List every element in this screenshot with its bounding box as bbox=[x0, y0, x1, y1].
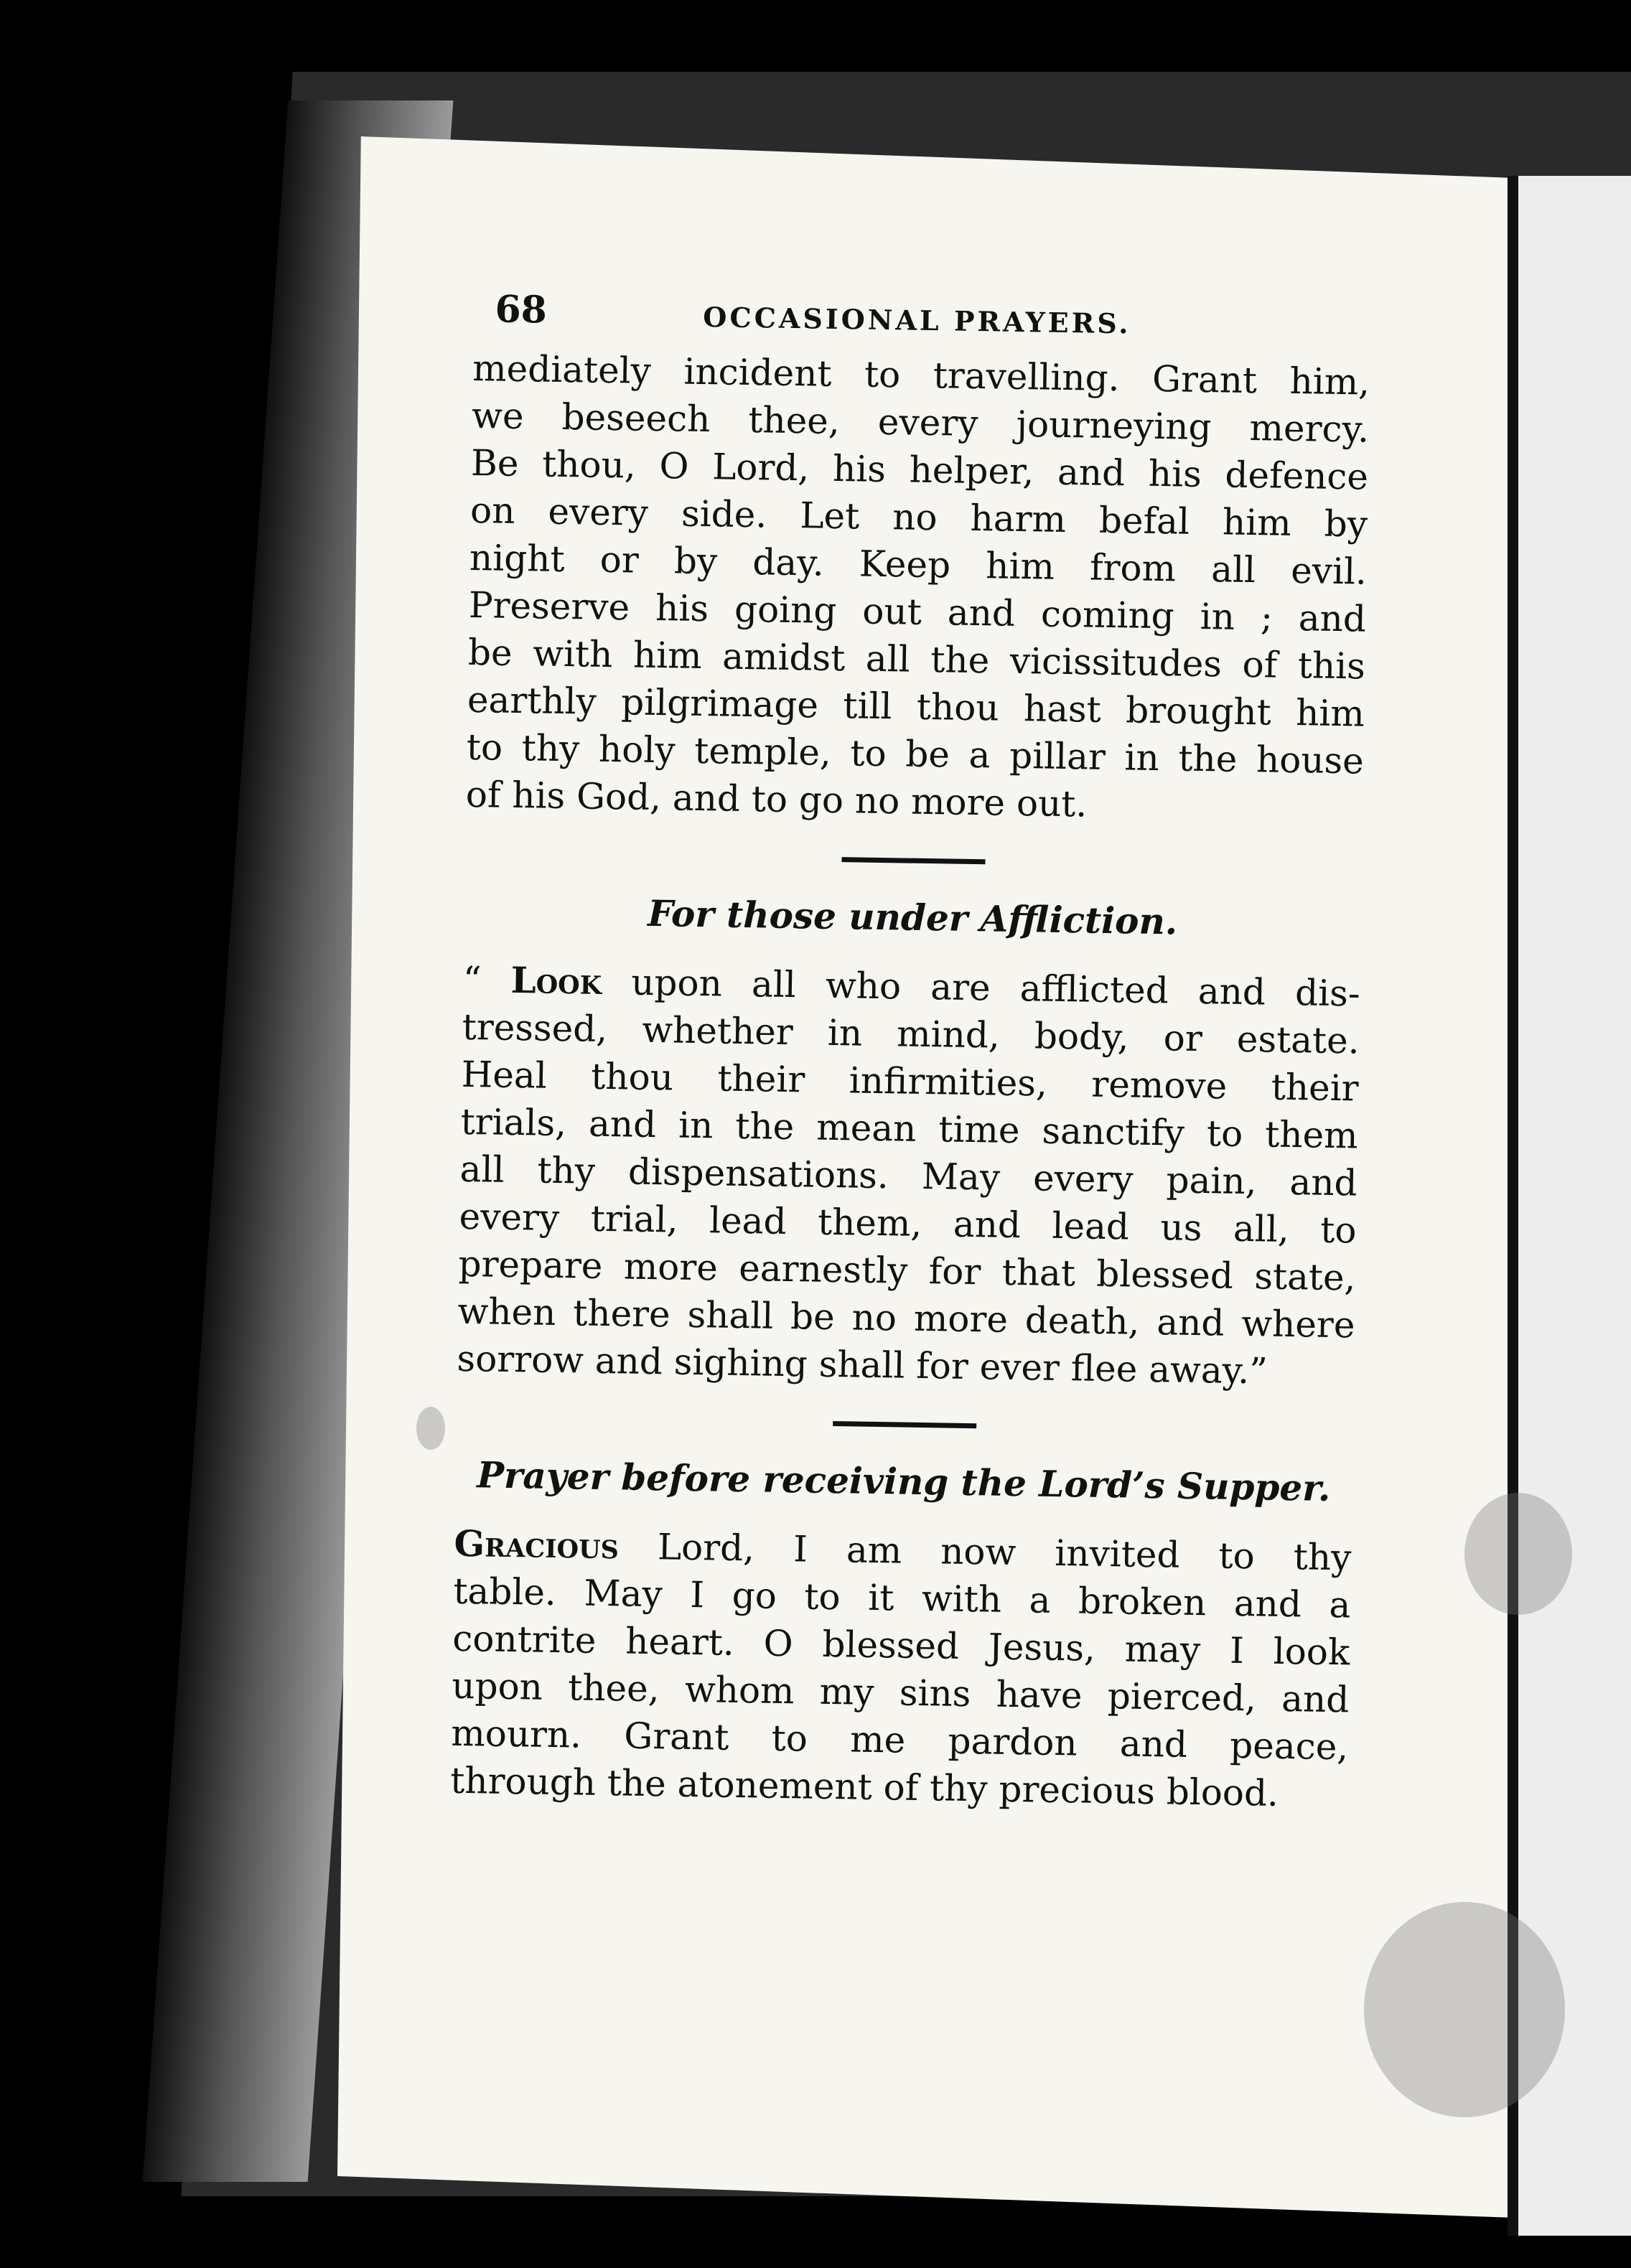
text-line: trials, and in the mean time sanctify to them bbox=[460, 1100, 1359, 1157]
text-line: contrite heart. O blessed Jesus, may I look bbox=[452, 1617, 1350, 1674]
text-line: to thy holy temple, to be a pillar in the house bbox=[466, 726, 1365, 782]
heading-affliction: For those under Affliction. bbox=[647, 891, 1178, 943]
text-line: of his God, and to go no more out. bbox=[465, 773, 1088, 825]
paragraph-affliction bbox=[457, 956, 1360, 1397]
text-line: Preserve his going out and coming in ; and bbox=[468, 584, 1367, 640]
text-line: mourn. Grant to me pardon and peace, bbox=[450, 1712, 1349, 1768]
text-line: tressed, whether in mind, body, or estate. bbox=[462, 1006, 1360, 1062]
text-line: through the atonement of thy precious blood. bbox=[449, 1759, 1279, 1814]
line-rest: Lord, I am now invited to thy bbox=[618, 1525, 1352, 1579]
text-line: night or by day. Keep him from all evil. bbox=[469, 536, 1368, 593]
section-divider bbox=[841, 857, 985, 864]
text-line: when there shall be no more death, and where bbox=[457, 1290, 1355, 1346]
text-line: all thy dispensations. May every pain, and bbox=[459, 1148, 1357, 1204]
text-line: prepare more earnestly for that blessed state, bbox=[458, 1242, 1356, 1299]
lead-word: Gracious bbox=[454, 1522, 620, 1568]
text-line: earthly pilgrimage till thou hast brought him bbox=[467, 678, 1365, 735]
text-line: Be thou, O Lord, his helper, and his defence bbox=[470, 441, 1369, 498]
facing-page-edge bbox=[1518, 176, 1631, 2236]
paragraph-travelling bbox=[465, 345, 1370, 833]
open-quote: “ bbox=[462, 958, 512, 1001]
stain-mark bbox=[1364, 1902, 1565, 2117]
lead-word: Look bbox=[510, 958, 602, 1003]
paragraph-lords-supper bbox=[450, 1520, 1352, 1819]
text-line: we beseech thee, every journeying mercy. bbox=[471, 394, 1370, 451]
stain-mark bbox=[416, 1407, 445, 1450]
text-line: every trial, lead them, and lead us all, to bbox=[459, 1195, 1357, 1252]
text-line: be with him amidst all the vicissitudes of this bbox=[467, 631, 1366, 688]
running-title: OCCASIONAL PRAYERS. bbox=[703, 301, 1131, 340]
text-line: on every side. Let no harm befal him by bbox=[469, 489, 1368, 545]
text-line: upon thee, whom my sins have pierced, and bbox=[451, 1664, 1350, 1721]
text-line: mediately incident to travelling. Grant him, bbox=[472, 347, 1370, 403]
text-line: sorrow and sighing shall for ever flee away.” bbox=[457, 1337, 1268, 1392]
heading-lords-supper: Prayer before receiving the Lord’s Supper. bbox=[476, 1453, 1331, 1509]
text-line: Heal thou their infirmities, remove their bbox=[461, 1053, 1360, 1110]
page-text bbox=[450, 287, 1371, 1818]
line-rest: upon all who are afflicted and dis- bbox=[601, 960, 1361, 1015]
page-number: 68 bbox=[495, 287, 548, 332]
section-divider bbox=[833, 1421, 976, 1428]
text-line: table. May I go to it with a broken and a bbox=[453, 1570, 1351, 1626]
stain-mark bbox=[1464, 1493, 1572, 1615]
